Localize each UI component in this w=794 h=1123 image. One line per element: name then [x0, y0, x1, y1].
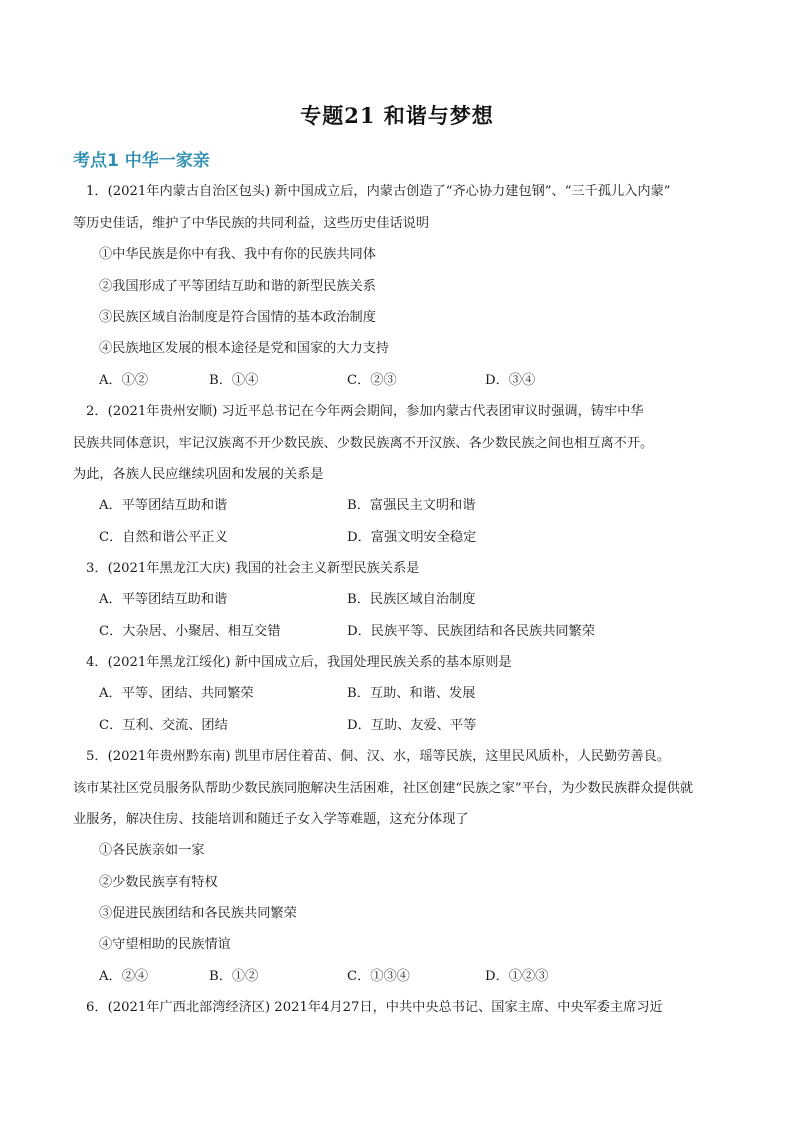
question-2-stem-cont-2: 为此，各族人民应继续巩固和发展的关系是	[73, 467, 324, 482]
question-3-option-d: D．民族平等、民族团结和各民族共同繁荣	[347, 624, 595, 639]
question-5-stem-cont: 该市某社区党员服务队帮助少数民族同胞解决生活困难，社区创建“民族之家”平台，为少数民族群众提供就	[73, 781, 694, 796]
question-5-statement-3: ③促进民族团结和各民族共同繁荣	[99, 906, 297, 921]
question-5-statement-1: ①各民族亲如一家	[99, 843, 205, 858]
question-2-option-d: D．富强文明安全稳定	[347, 530, 477, 545]
question-1-statement-1: ①中华民族是你中有我、我中有你的民族共同体	[99, 247, 376, 262]
question-5-option-c: C．①③④	[347, 969, 410, 984]
question-4-stem: 4．(2021年黑龙江绥化) 新中国成立后，我国处理民族关系的基本原则是	[86, 655, 512, 670]
question-4-option-c: C．互利、交流、团结	[99, 718, 228, 733]
question-2-option-c: C．自然和谐公平正义	[99, 530, 228, 545]
question-6-stem: 6．(2021年广西北部湾经济区) 2021年4月27日，中共中央总书记、国家主席、中央军委主席习近	[86, 1000, 663, 1015]
question-5-option-b: B．①②	[209, 969, 259, 984]
question-1-stem-cont: 等历史佳话，维护了中华民族的共同利益，这些历史佳话说明	[73, 216, 430, 231]
question-5-stem-cont-2: 业服务，解决住房、技能培训和随迁子女入学等难题，这充分体现了	[73, 812, 469, 827]
question-1-option-d: D．③④	[485, 373, 536, 388]
question-1-statement-3: ③民族区域自治制度是符合国情的基本政治制度	[99, 310, 376, 325]
question-2-stem: 2．(2021年贵州安顺) 习近平总书记在今年两会期间，参加内蒙古代表团审议时强调，铸牢中华	[86, 404, 644, 419]
question-4-option-a: A．平等、团结、共同繁荣	[99, 686, 254, 701]
question-1-statement-2: ②我国形成了平等团结互助和谐的新型民族关系	[99, 279, 376, 294]
question-2-option-b: B．富强民主文明和谐	[347, 498, 476, 513]
question-5-option-d: D．①②③	[485, 969, 549, 984]
question-5-option-a: A．②④	[99, 969, 149, 984]
question-5-stem: 5．(2021年贵州黔东南) 凯里市居住着苗、侗、汉、水，瑶等民族，这里民风质朴，人民勤劳善良。	[86, 749, 670, 764]
question-4-option-d: D．互助、友爱、平等	[347, 718, 477, 733]
question-3-option-c: C．大杂居、小聚居、相互交错	[99, 624, 281, 639]
page-title: 专题21 和谐与梦想	[300, 103, 494, 128]
question-1-option-b: B．①④	[209, 373, 259, 388]
question-1-stem: 1．(2021年内蒙古自治区包头) 新中国成立后，内蒙古创造了“齐心协力建包钢”、“三千孤儿入内蒙”	[86, 184, 671, 199]
question-1-statement-4: ④民族地区发展的根本途径是党和国家的大力支持	[99, 341, 390, 356]
question-3-stem: 3．(2021年黑龙江大庆) 我国的社会主义新型民族关系是	[86, 561, 420, 576]
question-2-option-a: A．平等团结互助和谐	[99, 498, 228, 513]
question-5-statement-4: ④守望相助的民族情谊	[99, 937, 231, 952]
section-heading: 考点1 中华一家亲	[73, 151, 210, 171]
question-3-option-a: A．平等团结互助和谐	[99, 592, 228, 607]
question-5-statement-2: ②少数民族享有特权	[99, 875, 218, 890]
question-1-option-a: A．①②	[99, 373, 149, 388]
question-4-option-b: B．互助、和谐、发展	[347, 686, 476, 701]
question-2-stem-cont: 民族共同体意识，牢记汉族离不开少数民族、少数民族离不开汉族、各少数民族之间也相互离不开。	[73, 436, 654, 451]
question-1-option-c: C．②③	[347, 373, 397, 388]
question-3-option-b: B．民族区域自治制度	[347, 592, 476, 607]
